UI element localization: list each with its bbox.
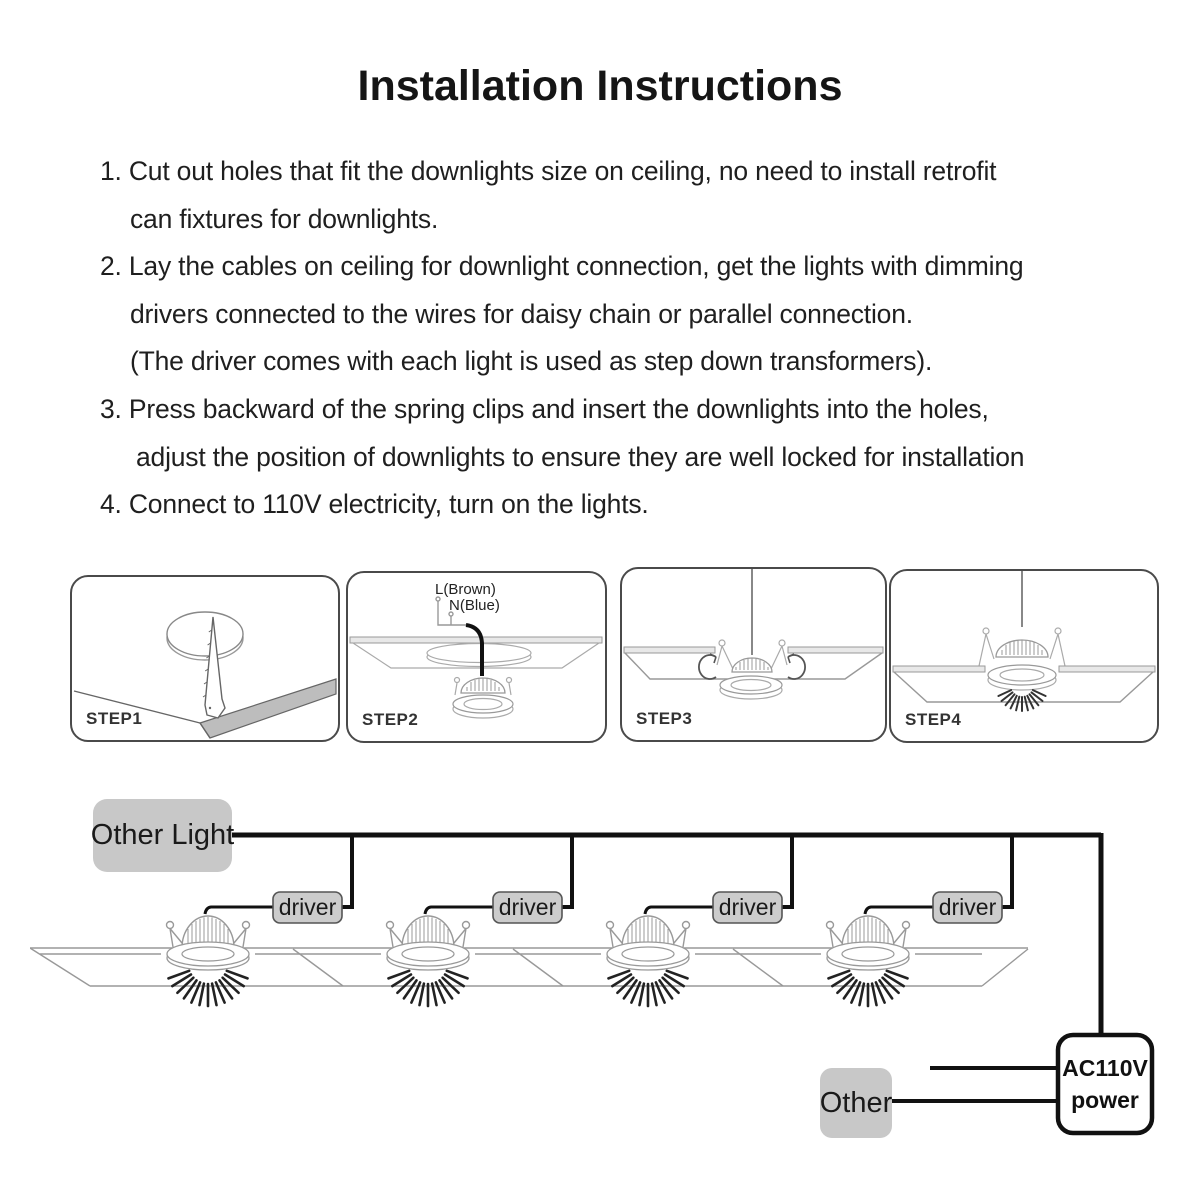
driver-label: driver [278, 894, 337, 920]
downlight-icon [607, 916, 690, 1006]
instruction-line: adjust the position of downlights to ensure they are well locked for installation [136, 441, 1025, 472]
downlight-icon [453, 678, 513, 719]
trim-ring [988, 665, 1056, 690]
step3-label: STEP3 [636, 709, 693, 728]
downlight-icon [387, 916, 470, 1006]
driver-label: driver [938, 894, 997, 920]
light-rays [998, 690, 1045, 711]
instruction-line: 2. Lay the cables on ceiling for downlight connection, get the lights with dimming [100, 251, 1024, 282]
other-label: Other [819, 1086, 893, 1119]
page-title: Installation Instructions [357, 62, 843, 110]
ac-voltage-text: AC110V [1062, 1055, 1148, 1081]
downlight-icon [979, 628, 1065, 666]
instruction-line: (The driver comes with each light is used as step down transformers). [130, 346, 933, 377]
step2-label: STEP2 [362, 710, 419, 729]
other-light-label: Other Light [90, 819, 235, 851]
downlight-icon [167, 916, 250, 1006]
step3-panel [620, 567, 887, 742]
driver-label: driver [718, 894, 777, 920]
step4-panel [889, 569, 1159, 743]
power-feed-wires [892, 1068, 1060, 1101]
neutral-wire-label: N(Blue) [449, 597, 500, 614]
instruction-line: 4. Connect to 110V electricity, turn on the lights. [100, 489, 649, 520]
step1-label: STEP1 [86, 709, 143, 728]
instruction-line: drivers connected to the wires for daisy chain or parallel connection. [130, 298, 913, 329]
instruction-line: can fixtures for downlights. [130, 203, 439, 234]
driver-drop-wires [342, 835, 1012, 907]
step2-panel [346, 571, 607, 743]
instruction-list [100, 148, 1100, 529]
ac-power-text: power [1071, 1087, 1139, 1113]
ceiling-panel [350, 637, 602, 668]
instruction-line: 3. Press backward of the spring clips and insert the downlights into the holes, [100, 393, 989, 424]
downlight-icon [827, 916, 910, 1006]
instruction-line: 1. Cut out holes that fit the downlights size on ceiling, no need to install retrofit [100, 156, 997, 186]
step1-panel [70, 575, 340, 742]
step4-label: STEP4 [905, 710, 962, 729]
ac-power-label [1058, 1035, 1152, 1133]
live-wire-label: L(Brown) [435, 581, 496, 598]
cut-hole-disc [167, 612, 243, 660]
driver-label: driver [498, 894, 557, 920]
